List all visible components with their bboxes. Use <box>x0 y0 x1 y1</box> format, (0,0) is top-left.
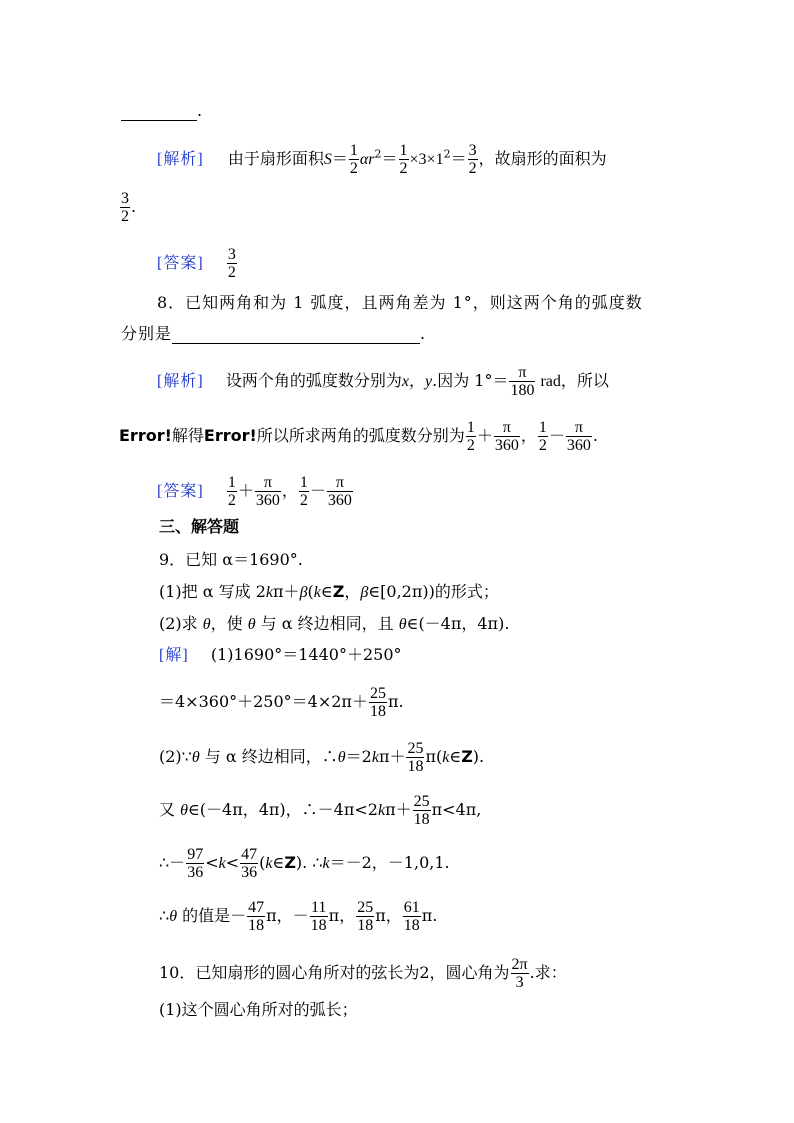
var-beta: β <box>360 584 369 601</box>
solution-text: π. <box>421 906 438 925</box>
solution-text: ＝－2，－1,0,1. <box>329 853 450 872</box>
numerator: 25 <box>413 793 430 810</box>
var-theta: θ <box>191 749 200 766</box>
solution-9-line-4 <box>159 793 481 828</box>
comma: ， <box>344 582 361 601</box>
var-alpha-r: αr <box>359 151 375 168</box>
fraction-61-18 <box>403 899 421 934</box>
numerator: π <box>566 419 592 437</box>
fraction-25-18 <box>369 685 387 720</box>
solution-text: π<4π, <box>431 800 482 819</box>
equals: ＝ <box>331 149 348 168</box>
denominator: 2 <box>227 264 236 281</box>
solution-9-line-1 <box>159 645 402 666</box>
solution-text: π＋ <box>385 800 412 819</box>
var-k: k <box>218 855 226 872</box>
var-k: k <box>322 855 330 872</box>
fraction-pi-360 <box>327 474 353 509</box>
question-text: ，使 <box>210 614 248 633</box>
equals: ＝ <box>450 149 467 168</box>
element-of: ∈ <box>272 853 285 872</box>
answer-q7-line <box>157 246 238 281</box>
element-of: ∈ <box>449 747 462 766</box>
solution-text: ∴ <box>159 906 170 925</box>
numerator: 25 <box>357 899 374 916</box>
plus: ＋ <box>476 426 493 445</box>
denominator: 36 <box>241 864 258 881</box>
integers-symbol: Z <box>332 582 345 601</box>
denominator: 18 <box>413 811 430 828</box>
fraction-25-18 <box>406 740 424 775</box>
numerator: 2π <box>511 956 528 973</box>
analysis-text: .因为 1°＝ <box>432 371 509 390</box>
var-k: k <box>265 855 273 872</box>
question-text: (1)把 α 写成 2 <box>159 582 266 601</box>
answer-q8-line <box>157 474 354 509</box>
fraction-11-18 <box>310 899 328 934</box>
comma: ， <box>281 481 298 500</box>
question-text: ∈(－4π，4π). <box>406 614 510 633</box>
less-than: < <box>225 853 240 872</box>
solution-text: π( <box>425 747 443 766</box>
var-theta: θ <box>337 749 346 766</box>
numerator: 1 <box>349 142 358 159</box>
analysis-q8-line-1 <box>157 364 609 399</box>
analysis-text: rad，所以 <box>536 373 609 390</box>
question-8-line-2 <box>121 324 426 344</box>
question-10-part-1: (1)这个圆心角所对的弧长； <box>159 1000 358 1019</box>
analysis-q7-line <box>157 142 607 177</box>
question-text: 分别是 <box>121 324 173 343</box>
fraction-half <box>349 142 359 177</box>
numerator: 1 <box>466 419 475 436</box>
var-k: k <box>377 802 386 819</box>
numerator: 3 <box>227 246 236 263</box>
question-9-part-2 <box>159 614 509 635</box>
numerator: π <box>327 474 353 492</box>
paren: ( <box>307 582 314 601</box>
plus: ＋ <box>237 481 254 500</box>
fraction-pi-180 <box>509 364 535 399</box>
solution-text: ). ∴ <box>295 853 323 872</box>
denominator: 18 <box>369 703 386 720</box>
integers-symbol: Z <box>461 747 473 766</box>
element-of: ∈ <box>320 582 333 601</box>
denominator: 2 <box>468 160 477 177</box>
numerator: 1 <box>299 474 308 491</box>
question-10-line-1 <box>159 956 567 991</box>
numerator: π <box>509 364 535 382</box>
answer-tag: [答案] <box>157 483 204 500</box>
question-text: (2)求 <box>159 614 203 633</box>
fraction-25-18 <box>413 793 431 828</box>
var-y: y <box>425 373 433 390</box>
answer-fraction <box>227 246 237 281</box>
var-k: k <box>313 584 321 601</box>
analysis-text: ，故扇形的面积为 <box>478 149 607 168</box>
denominator: 3 <box>515 974 524 991</box>
fraction-pi-360 <box>494 419 520 454</box>
solution-text: ＝4×360°＋250°＝4×2π＋ <box>159 692 368 711</box>
denominator: 2 <box>121 208 129 225</box>
analysis-q8-line-2 <box>119 419 598 454</box>
analysis-tag: [解析] <box>157 373 204 390</box>
fraction-half <box>466 419 476 454</box>
denominator: 36 <box>187 864 204 881</box>
denominator: 2 <box>538 437 547 454</box>
fraction-half <box>227 474 237 509</box>
solution-text: 又 <box>159 800 181 819</box>
comma: ， <box>408 371 425 390</box>
fraction-47-36 <box>240 846 258 881</box>
fraction-half-2 <box>399 142 409 177</box>
fraction-three-halves <box>468 142 478 177</box>
fraction-25-18 <box>356 899 374 934</box>
denominator: 2 <box>349 160 358 177</box>
numerator: 1 <box>227 474 236 491</box>
solution-text: (1)1690°＝1440°＋250° <box>210 645 402 664</box>
error-text: Error! <box>203 426 257 445</box>
numerator: 47 <box>241 846 258 863</box>
numerator: 3 <box>468 142 477 159</box>
analysis-q7-cont <box>119 190 136 225</box>
minus: － <box>548 426 565 445</box>
error-text: Error! <box>119 426 172 445</box>
numerator: 47 <box>248 899 265 916</box>
period: . <box>420 324 427 343</box>
solution-text: π， <box>375 906 402 925</box>
fraction-three-halves <box>120 190 130 225</box>
paren: ( <box>259 853 266 872</box>
period: . <box>592 426 598 445</box>
numerator: π <box>255 474 281 492</box>
minus: － <box>309 481 326 500</box>
solution-text: π＋ <box>378 747 406 766</box>
question-9-part-1 <box>159 582 499 603</box>
period: . <box>197 101 203 120</box>
question-9-line-1: 9．已知 α＝1690°. <box>159 550 303 569</box>
question-text: ∈[0,2π))的形式； <box>368 582 499 601</box>
numerator: 97 <box>187 846 204 863</box>
question-text: π＋ <box>273 582 300 601</box>
var-k: k <box>442 749 450 766</box>
fraction-2pi-3 <box>511 956 529 991</box>
denominator: 18 <box>248 917 265 934</box>
fraction-pi-360 <box>255 474 281 509</box>
solution-9-line-2 <box>159 685 404 720</box>
solution-text: ＝2 <box>345 747 372 766</box>
equals: ＝ <box>381 149 398 168</box>
less-than: < <box>205 853 219 872</box>
analysis-text: 设两个角的弧度数分别为 <box>225 371 402 390</box>
solution-text: ∴－ <box>159 853 186 872</box>
solution-text: 的值是－ <box>177 906 247 925</box>
fraction-half <box>299 474 309 509</box>
numerator: π <box>494 419 520 437</box>
var-k: k <box>371 749 379 766</box>
numerator: 61 <box>403 899 420 916</box>
analysis-text: 由于扇形面积 <box>227 149 324 168</box>
var-beta: β <box>299 584 308 601</box>
exponent: 2 <box>374 147 382 161</box>
analysis-text: 所以所求两角的弧度数分别为 <box>256 426 465 445</box>
var-theta: θ <box>398 616 407 633</box>
solution-tag: [解] <box>159 647 189 664</box>
question-8-line-1: 8．已知两角和为 1 弧度，且两角差为 1°，则这两个角的弧度数 <box>157 293 643 312</box>
denominator: 360 <box>255 492 280 509</box>
var-x: x <box>401 373 409 390</box>
numerator: 1 <box>399 142 408 159</box>
solution-text: π，－ <box>266 906 309 925</box>
numerator: 1 <box>538 419 547 436</box>
solution-text: (2)∵ <box>159 747 192 766</box>
fraction-pi-360 <box>566 419 592 454</box>
answer-blank <box>172 327 420 344</box>
comma: ， <box>520 426 537 445</box>
solution-text: ∈(－4π，4π)，∴－4π<2 <box>187 800 378 819</box>
solution-9-line-6 <box>159 899 437 934</box>
numerator: 25 <box>369 685 386 702</box>
denominator: 18 <box>403 917 420 934</box>
question-text: 10．已知扇形的圆心角所对的弦长为2，圆心角为 <box>159 963 510 982</box>
analysis-text: 解得 <box>171 426 204 445</box>
question-text: 与 α 终边相同，且 <box>255 614 399 633</box>
denominator: 18 <box>310 917 327 934</box>
exponent: 2 <box>443 147 451 161</box>
denominator: 360 <box>327 492 352 509</box>
denominator: 18 <box>357 917 374 934</box>
solution-text: π， <box>328 906 356 925</box>
numerator: 25 <box>407 740 424 757</box>
solution-text: 与 α 终边相同，∴ <box>199 747 338 766</box>
var-s: S <box>323 151 332 168</box>
denominator: 18 <box>407 758 424 775</box>
var-theta: θ <box>247 616 256 633</box>
denominator: 2 <box>399 160 408 177</box>
var-theta: θ <box>202 616 211 633</box>
var-k: k <box>265 584 274 601</box>
fraction-97-36 <box>186 846 204 881</box>
solution-9-line-3 <box>159 740 484 775</box>
denominator: 180 <box>510 382 535 399</box>
product: ×3×1 <box>409 151 444 168</box>
fraction-half <box>538 419 548 454</box>
period: . <box>131 197 137 216</box>
integers-symbol: Z <box>284 853 296 872</box>
answer-tag: [答案] <box>157 255 204 272</box>
section-heading: 三、解答题 <box>159 517 240 536</box>
denominator: 360 <box>566 437 591 454</box>
denominator: 2 <box>299 492 308 509</box>
solution-9-line-5 <box>159 846 450 881</box>
denominator: 2 <box>227 492 236 509</box>
analysis-tag: [解析] <box>157 151 204 168</box>
question-text: .求： <box>529 963 567 982</box>
solution-text: ). <box>472 747 485 766</box>
numerator: 11 <box>310 899 327 916</box>
var-theta: θ <box>180 802 188 819</box>
answer-blank <box>121 104 197 121</box>
fraction-47-18 <box>247 899 265 934</box>
denominator: 360 <box>494 437 519 454</box>
solution-text: π. <box>387 692 404 711</box>
var-theta: θ <box>169 908 178 925</box>
denominator: 2 <box>466 437 475 454</box>
blank-line-top <box>121 101 202 121</box>
numerator: 3 <box>121 190 129 207</box>
